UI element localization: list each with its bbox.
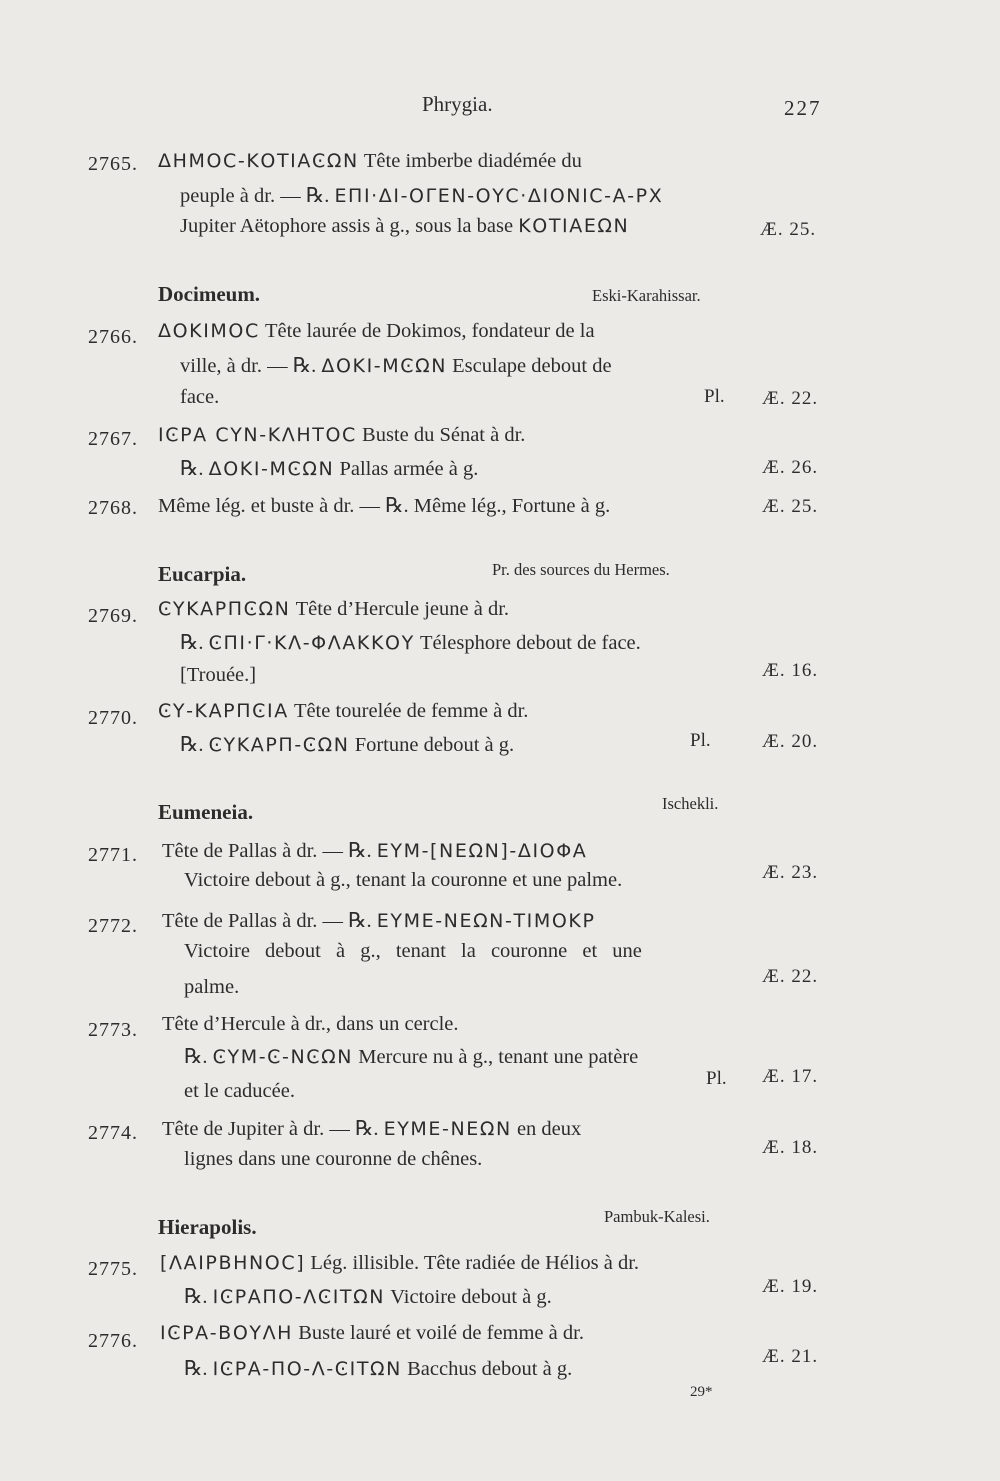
entry-number: 2765.: [88, 153, 138, 175]
entry-line: [184, 869, 622, 892]
greek-legend: ΙϾΡΑ-ΠΟ-Λ-ϾΙΤΩΝ: [212, 1358, 402, 1380]
description-text: peuple à dr. — ℞.: [180, 185, 335, 207]
description-text: Tête imberbe diadémée du: [358, 150, 582, 172]
section-location: Ischekli.: [662, 794, 719, 813]
entry-number: 2773.: [88, 1019, 138, 1041]
greek-legend: ΔΟΚΙΜΟϹ: [158, 320, 260, 342]
entry-line: [160, 1322, 584, 1345]
entry-number: 2769.: [88, 605, 138, 627]
metal-size: Æ. 18.: [762, 1137, 819, 1158]
entry-number: 2770.: [88, 707, 138, 729]
greek-legend: ϾΥΚΑΡΠ-ϾΩΝ: [208, 734, 350, 756]
section-heading: Hierapolis.: [158, 1215, 257, 1239]
section-location: Pambuk-Kalesi.: [604, 1207, 710, 1226]
description-text: Même lég. et buste à dr. — ℞. Même lég., Fortune à g.: [158, 495, 611, 517]
greek-legend: ϾΥΚΑΡΠϾΩΝ: [158, 598, 291, 620]
metal-size: Æ. 19.: [762, 1276, 819, 1297]
metal-size: Æ. 17.: [762, 1066, 819, 1087]
section-location: Pr. des sources du Hermes.: [492, 560, 670, 579]
greek-legend: ΕΥΜ-[ΝΕΩΝ]-ΔΙΟΦΑ: [376, 840, 588, 862]
description-text: Victoire debout à g.: [385, 1286, 552, 1308]
metal-size: Æ. 26.: [762, 457, 819, 478]
entry-line: [162, 838, 587, 863]
running-head-title: Phrygia.: [422, 92, 493, 116]
description-text: Télesphore debout de face.: [414, 632, 641, 654]
description-text: palme.: [184, 976, 240, 998]
description-text: Lég. illisible. Tête radiée de Hélios à dr.: [305, 1252, 640, 1274]
description-text: Fortune debout à g.: [349, 734, 515, 756]
entry-line: [180, 386, 219, 409]
metal-size: Æ. 22.: [762, 966, 819, 987]
description-text: Esculape debout de: [447, 355, 612, 377]
description-text: Pallas armée à g.: [334, 458, 479, 480]
entry-line: [180, 215, 629, 238]
entry-line: [180, 664, 256, 687]
greek-legend: ΚΟΤΙΑΕΩΝ: [518, 215, 630, 237]
description-text: Tête laurée de Dokimos, fondateur de la: [259, 320, 595, 342]
entry-line: [162, 908, 596, 933]
description-text: Bacchus debout à g.: [401, 1358, 573, 1380]
description-text: ℞.: [180, 458, 209, 480]
entry-number: 2772.: [88, 915, 138, 937]
entry-number: 2771.: [88, 844, 138, 866]
greek-legend: ΔΟΚΙ-ΜϾΩΝ: [208, 458, 335, 480]
description-text: face.: [180, 386, 220, 408]
description-text: Tête de Jupiter à dr. — ℞.: [162, 1118, 384, 1140]
entry-line: [158, 320, 595, 343]
entry-line: [184, 976, 239, 999]
entry-number: 2766.: [88, 326, 138, 348]
metal-size: Æ. 21.: [762, 1346, 819, 1367]
description-text: lignes dans une couronne de chênes.: [184, 1148, 483, 1170]
entry-number: 2776.: [88, 1330, 138, 1352]
section-heading: Docimeum.: [158, 282, 261, 306]
plate-reference: Pl.: [690, 730, 711, 751]
page-number: 227: [784, 96, 822, 120]
entry-line: [158, 598, 509, 621]
entry-line: [162, 1116, 581, 1141]
entry-number: 2768.: [88, 497, 138, 519]
metal-size: Æ. 25.: [760, 219, 817, 240]
greek-legend: [ΛΑΙΡΒΗΝΟϹ]: [160, 1252, 306, 1274]
metal-size: Æ. 23.: [762, 862, 819, 883]
entry-line: [184, 1356, 572, 1381]
sheet-signature: 29*: [690, 1384, 713, 1400]
plate-reference: Pl.: [704, 386, 725, 407]
description-text: ℞.: [180, 734, 209, 756]
greek-legend: ϾΥ-ΚΑΡΠϾΙΑ: [158, 700, 289, 722]
entry-line: [162, 1013, 459, 1036]
plate-reference: Pl.: [706, 1068, 727, 1089]
description-text: Tête de Pallas à dr. — ℞.: [162, 910, 377, 932]
metal-size: Æ. 25.: [762, 496, 819, 517]
greek-legend: ϾΠΙ·Γ·ΚΛ-ΦΛΑΚΚΟΥ: [208, 632, 415, 654]
greek-legend: ΙϾΡΑΠΟ-ΛϾΙΤΩΝ: [212, 1286, 386, 1308]
metal-size: Æ. 22.: [762, 388, 819, 409]
description-text: Tête de Pallas à dr. — ℞.: [162, 840, 377, 862]
greek-legend: ΙϾΡΑ-ΒΟΥΛΗ: [160, 1322, 294, 1344]
entry-line: [184, 1284, 552, 1309]
greek-legend: ΔΟΚΙ-ΜϾΩΝ: [321, 355, 448, 377]
description-text: Victoire debout à g., tenant la couronne et une: [184, 940, 642, 962]
section-heading: Eucarpia.: [158, 562, 247, 586]
entry-line: [184, 940, 642, 963]
greek-legend: ΕΥΜΕ-ΝΕΩΝ: [383, 1118, 512, 1140]
greek-legend: ΕΥΜΕ-ΝΕΩΝ-ΤΙΜΟΚΡ: [376, 910, 596, 932]
description-text: Tête d’Hercule jeune à dr.: [290, 598, 510, 620]
description-text: et le caducée.: [184, 1080, 295, 1102]
entry-line: [180, 353, 612, 378]
description-text: ℞.: [184, 1046, 213, 1068]
description-text: ℞.: [184, 1286, 213, 1308]
section-heading: Eumeneia.: [158, 800, 254, 824]
description-text: Jupiter Aëtophore assis à g., sous la base: [180, 215, 519, 237]
description-text: ℞.: [180, 632, 209, 654]
entry-line: [160, 1252, 639, 1275]
description-text: Victoire debout à g., tenant la couronne et une palme.: [184, 869, 623, 891]
entry-line: [158, 493, 610, 518]
description-text: ville, à dr. — ℞.: [180, 355, 322, 377]
description-text: en deux: [511, 1118, 582, 1140]
entry-number: 2775.: [88, 1258, 138, 1280]
entry-line: [184, 1080, 295, 1103]
entry-line: [180, 183, 663, 208]
entry-line: [184, 1044, 638, 1069]
description-text: Tête tourelée de femme à dr.: [288, 700, 529, 722]
entry-line: [158, 700, 528, 723]
description-text: Buste du Sénat à dr.: [356, 424, 526, 446]
description-text: Buste lauré et voilé de femme à dr.: [293, 1322, 584, 1344]
section-location: Eski-Karahissar.: [592, 286, 701, 305]
entry-line: [180, 630, 641, 655]
description-text: Tête d’Hercule à dr., dans un cercle.: [162, 1013, 459, 1035]
entry-line: [184, 1148, 482, 1171]
greek-legend: ΕΠΙ·ΔΙ-ΟΓΕΝ-ΟΥϹ·ΔΙΟΝΙϹ-Α-ΡΧ: [334, 185, 664, 207]
greek-legend: ΙϾΡΑ ϹΥΝ-ΚΛΗΤΟϹ: [158, 424, 357, 446]
description-text: Mercure nu à g., tenant une patère: [353, 1046, 639, 1068]
entry-line: [180, 456, 478, 481]
entry-line: [158, 424, 525, 447]
description-text: ℞.: [184, 1358, 213, 1380]
entry-line: [158, 150, 582, 173]
description-text: [Trouée.]: [180, 664, 257, 686]
metal-size: Æ. 16.: [762, 660, 819, 681]
entry-number: 2774.: [88, 1122, 138, 1144]
entry-number: 2767.: [88, 428, 138, 450]
entry-line: [180, 732, 514, 757]
greek-legend: ϾΥΜ-Ͼ-ΝϾΩΝ: [212, 1046, 354, 1068]
greek-legend: ΔΗΜΟϹ-ΚΟΤΙΑϾΩΝ: [158, 150, 359, 172]
metal-size: Æ. 20.: [762, 731, 819, 752]
